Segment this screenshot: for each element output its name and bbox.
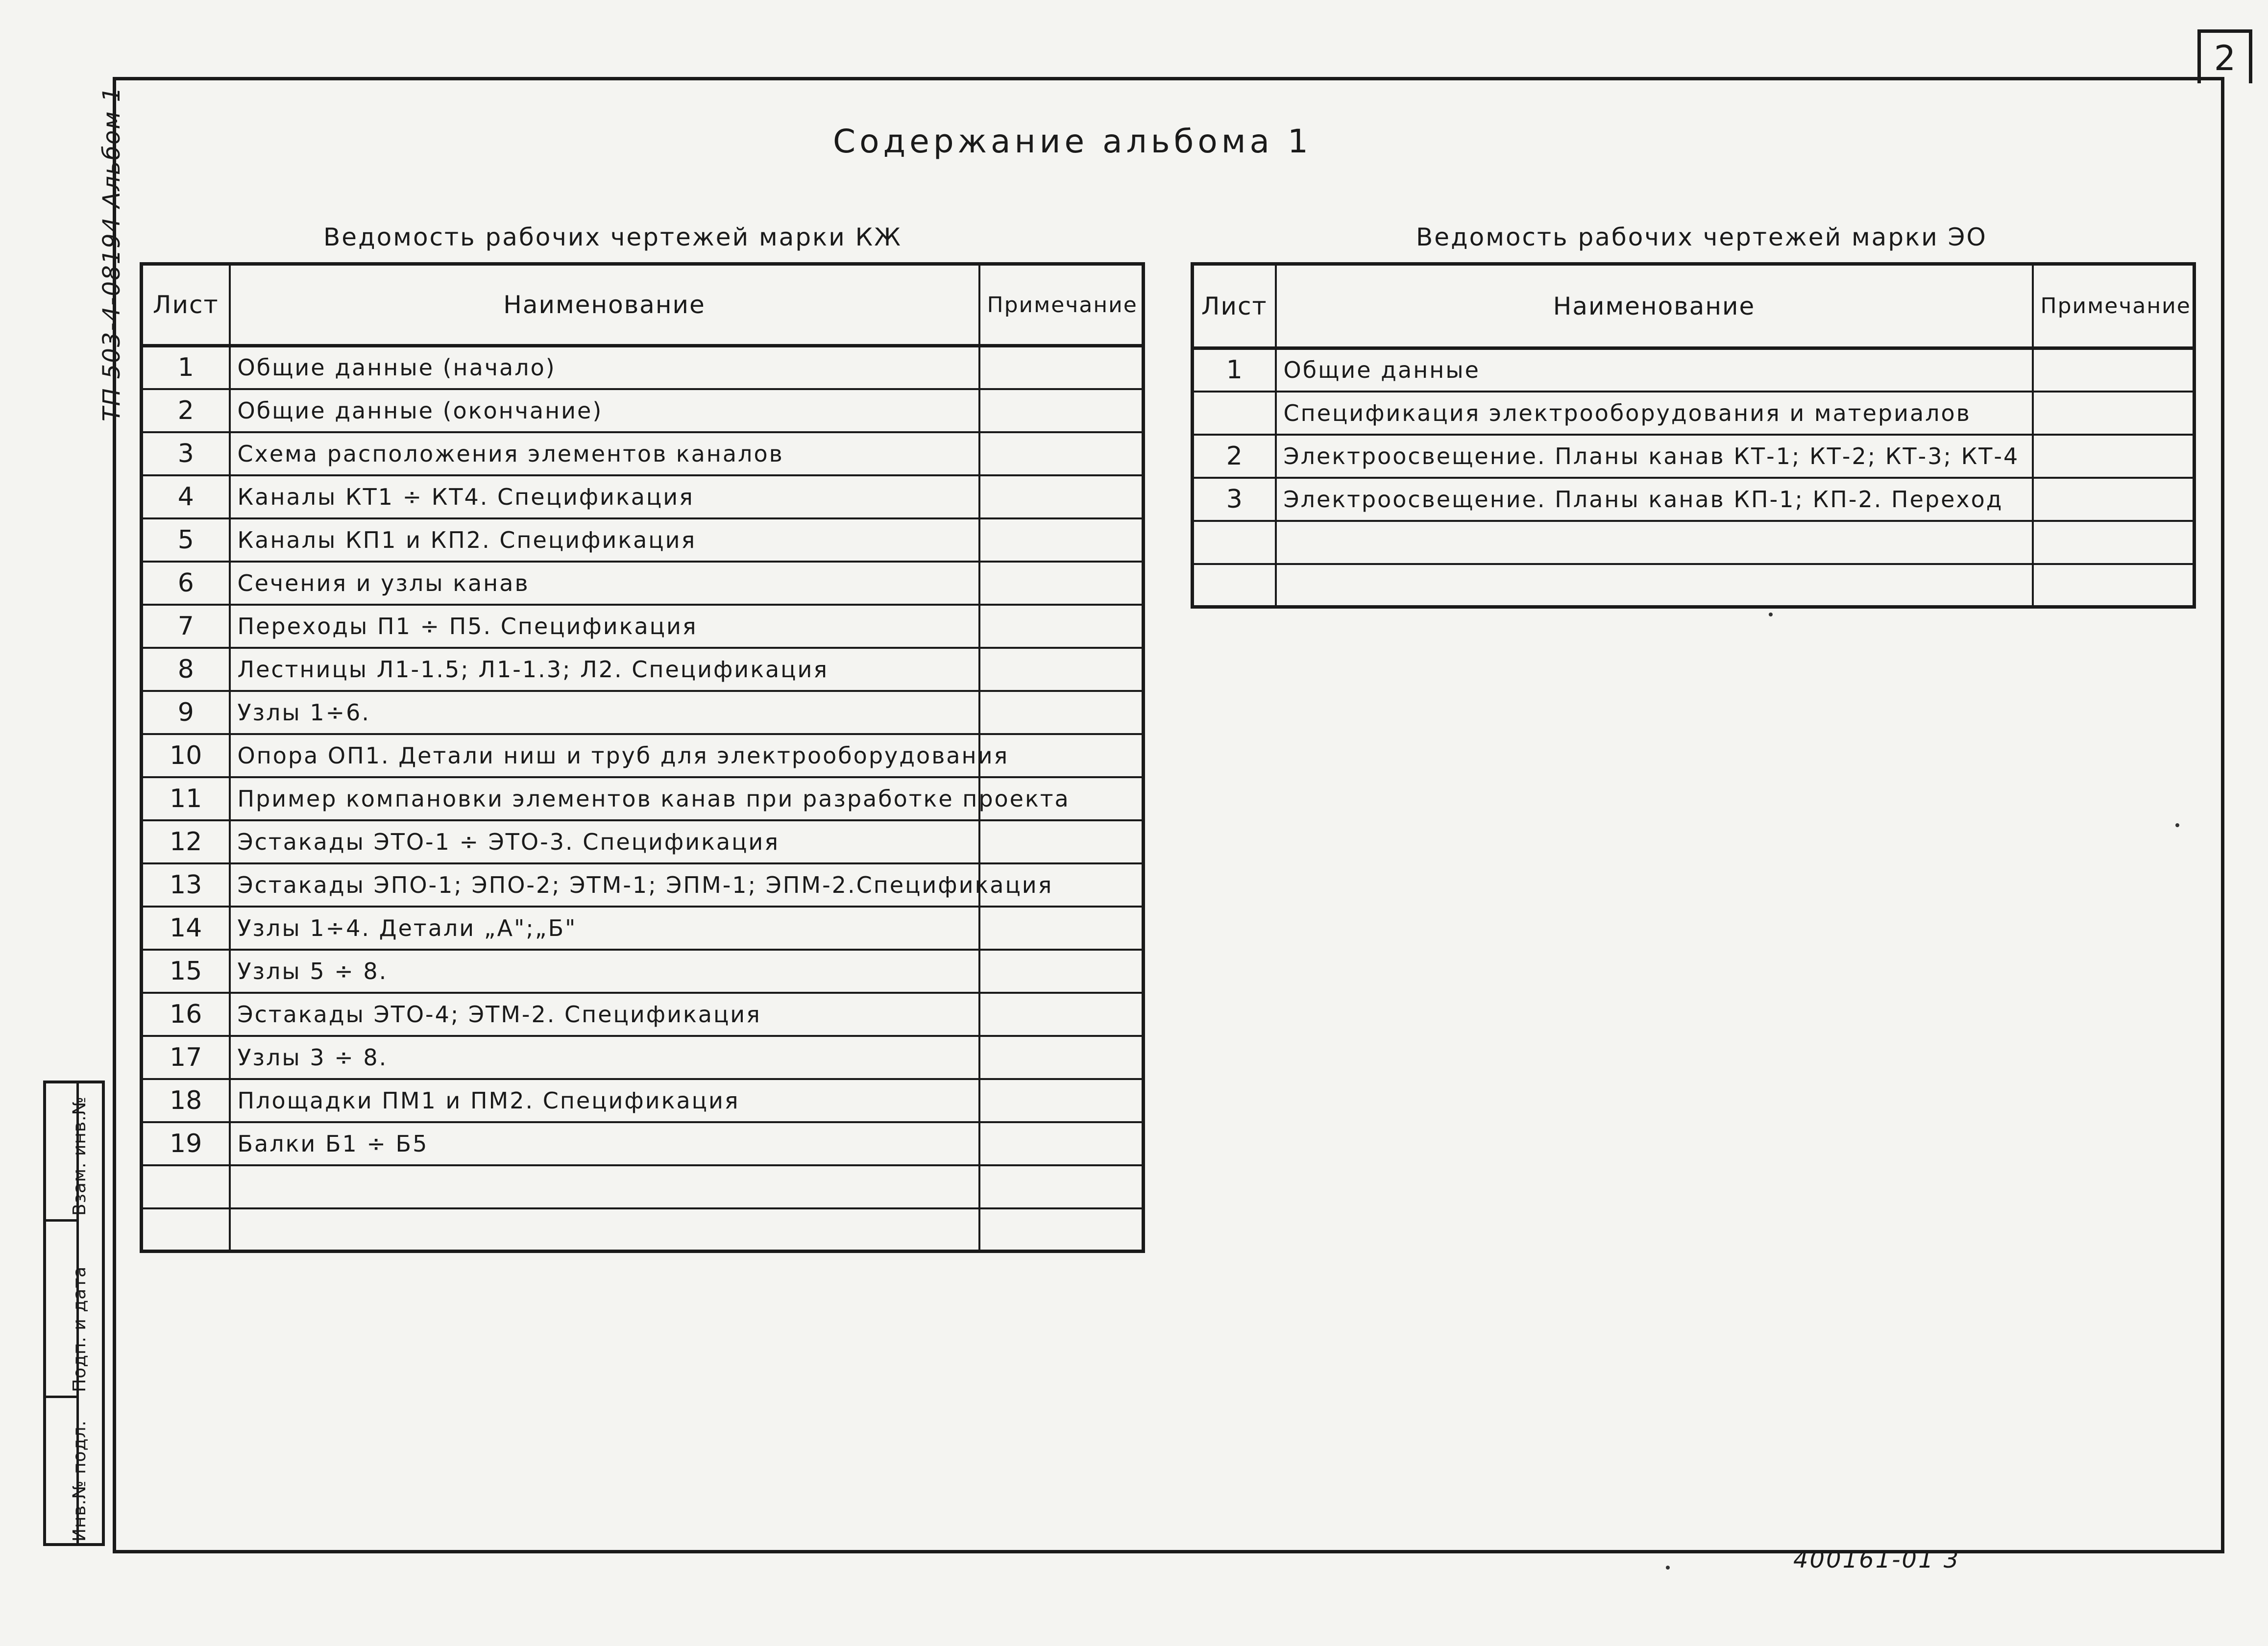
row-note (979, 605, 1144, 648)
scan-speck (2175, 823, 2179, 827)
table-row (1193, 521, 2195, 564)
table-row (142, 562, 1144, 605)
row-drawing-name (1276, 564, 2033, 607)
row-drawing-name: Узлы 5 ÷ 8. (230, 950, 979, 993)
eo-table-title: Ведомость рабочих чертежей марки ЭО (1416, 223, 1987, 251)
row-note (979, 820, 1144, 863)
eo-drawings-table (1191, 262, 2196, 609)
row-note (979, 518, 1144, 562)
row-drawing-name: Площадки ПМ1 и ПМ2. Спецификация (230, 1079, 979, 1122)
row-sheet-number: 7 (142, 605, 230, 648)
table-row (142, 1036, 1144, 1079)
row-drawing-name: Балки Б1 ÷ Б5 (230, 1122, 979, 1165)
row-drawing-name: Опора ОП1. Детали ниш и труб для электрооборудования (230, 734, 979, 777)
row-drawing-name (1276, 521, 2033, 564)
row-note (979, 1122, 1144, 1165)
row-drawing-name: Электроосвещение. Планы канав КП-1; КП-2. Переход (1276, 478, 2033, 521)
row-drawing-name: Лестницы Л1-1.5; Л1-1.3; Л2. Спецификация (230, 648, 979, 691)
row-note (979, 648, 1144, 691)
row-drawing-name (230, 1208, 979, 1252)
row-sheet-number: 1 (142, 346, 230, 389)
row-note (979, 346, 1144, 389)
row-note (979, 389, 1144, 432)
row-drawing-name (230, 1165, 979, 1208)
row-sheet-number: 4 (142, 475, 230, 518)
table-row (142, 475, 1144, 518)
row-sheet-number: 16 (142, 993, 230, 1036)
row-sheet-number: 2 (142, 389, 230, 432)
row-note (979, 1079, 1144, 1122)
row-note (979, 1165, 1144, 1208)
row-note (979, 475, 1144, 518)
table-header-row (1193, 264, 2195, 348)
album-title: Содержание альбома 1 (833, 123, 1312, 160)
row-sheet-number: 5 (142, 518, 230, 562)
row-sheet-number (142, 1208, 230, 1252)
col-header-name: Наименование (230, 264, 979, 346)
table-row (142, 1079, 1144, 1122)
row-drawing-name: Общие данные (начало) (230, 346, 979, 389)
table-row (142, 389, 1144, 432)
row-note (979, 432, 1144, 475)
table-row (142, 605, 1144, 648)
row-drawing-name: Эстакады ЭТО-4; ЭТМ-2. Спецификация (230, 993, 979, 1036)
table-row (142, 1208, 1144, 1252)
col-header-sheet: Лист (1193, 264, 1276, 348)
table-row (1193, 478, 2195, 521)
row-drawing-name: Пример компановки элементов канав при разработке проекта (230, 777, 979, 820)
table-row (142, 950, 1144, 993)
row-drawing-name: Сечения и узлы канав (230, 562, 979, 605)
row-drawing-name: Общие данные (1276, 348, 2033, 392)
row-note (979, 562, 1144, 605)
kzh-drawings-table (140, 262, 1145, 1253)
row-drawing-name: Схема расположения элементов каналов (230, 432, 979, 475)
row-note (979, 950, 1144, 993)
row-sheet-number: 14 (142, 907, 230, 950)
table-row (142, 1122, 1144, 1165)
row-sheet-number: 15 (142, 950, 230, 993)
row-drawing-name: Переходы П1 ÷ П5. Спецификация (230, 605, 979, 648)
row-sheet-number (1193, 392, 1276, 435)
table-row (1193, 435, 2195, 478)
row-drawing-name: Узлы 1÷6. (230, 691, 979, 734)
row-note (979, 993, 1144, 1036)
sheet-number: 2 (2197, 29, 2252, 83)
table-header-row (142, 264, 1144, 346)
stamp-label-inventory: Инв.№ подл. (70, 1420, 90, 1542)
vertical-document-code: ТП 503-4-08194 Альбом 1 (98, 86, 125, 421)
row-note (979, 1208, 1144, 1252)
row-sheet-number: 13 (142, 863, 230, 907)
row-sheet-number: 3 (142, 432, 230, 475)
footer-archive-code: 400161-01 3 (1793, 1546, 1960, 1573)
scan-speck (1769, 613, 1773, 616)
col-header-name: Наименование (1276, 264, 2033, 348)
table-row (142, 432, 1144, 475)
row-sheet-number: 8 (142, 648, 230, 691)
table-row (142, 820, 1144, 863)
row-note (2033, 478, 2195, 521)
col-header-sheet: Лист (142, 264, 230, 346)
row-sheet-number (142, 1165, 230, 1208)
row-sheet-number: 2 (1193, 435, 1276, 478)
row-drawing-name: Электроосвещение. Планы канав КТ-1; КТ-2; КТ-3; КТ-4 (1276, 435, 2033, 478)
kzh-table-title: Ведомость рабочих чертежей марки КЖ (323, 223, 902, 251)
table-row (1193, 392, 2195, 435)
table-row (1193, 348, 2195, 392)
row-sheet-number (1193, 564, 1276, 607)
row-sheet-number: 19 (142, 1122, 230, 1165)
stamp-label-replacement: Взам. инв.№ (70, 1096, 90, 1216)
row-note (2033, 392, 2195, 435)
table-row (142, 1165, 1144, 1208)
approval-stamp (43, 1081, 105, 1546)
row-drawing-name: Каналы КТ1 ÷ КТ4. Спецификация (230, 475, 979, 518)
row-drawing-name: Каналы КП1 и КП2. Спецификация (230, 518, 979, 562)
row-sheet-number: 17 (142, 1036, 230, 1079)
row-sheet-number: 18 (142, 1079, 230, 1122)
row-sheet-number: 3 (1193, 478, 1276, 521)
table-row (142, 691, 1144, 734)
row-note (979, 1036, 1144, 1079)
row-drawing-name: Узлы 1÷4. Детали „А";„Б" (230, 907, 979, 950)
row-sheet-number: 1 (1193, 348, 1276, 392)
row-sheet-number (1193, 521, 1276, 564)
table-row (142, 993, 1144, 1036)
table-row (142, 777, 1144, 820)
row-note (2033, 564, 2195, 607)
stamp-label-signature-date: Подп. и дата (70, 1266, 90, 1392)
table-row (1193, 564, 2195, 607)
row-note (979, 691, 1144, 734)
col-header-note: Примечание (979, 264, 1144, 346)
row-sheet-number: 12 (142, 820, 230, 863)
row-drawing-name: Общие данные (окончание) (230, 389, 979, 432)
col-header-note: Примечание (2033, 264, 2195, 348)
row-drawing-name: Эстакады ЭТО-1 ÷ ЭТО-3. Спецификация (230, 820, 979, 863)
table-row (142, 907, 1144, 950)
table-row (142, 518, 1144, 562)
row-drawing-name: Узлы 3 ÷ 8. (230, 1036, 979, 1079)
row-sheet-number: 6 (142, 562, 230, 605)
row-note (979, 907, 1144, 950)
row-sheet-number: 11 (142, 777, 230, 820)
row-note (2033, 521, 2195, 564)
scan-speck (1666, 1566, 1670, 1570)
row-sheet-number: 9 (142, 691, 230, 734)
table-row (142, 346, 1144, 389)
row-note (2033, 348, 2195, 392)
row-drawing-name: Спецификация электрооборудования и материалов (1276, 392, 2033, 435)
row-note (2033, 435, 2195, 478)
row-sheet-number: 10 (142, 734, 230, 777)
row-drawing-name: Эстакады ЭПО-1; ЭПО-2; ЭТМ-1; ЭПМ-1; ЭПМ-2.Спецификация (230, 863, 979, 907)
table-row (142, 734, 1144, 777)
table-row (142, 863, 1144, 907)
table-row (142, 648, 1144, 691)
